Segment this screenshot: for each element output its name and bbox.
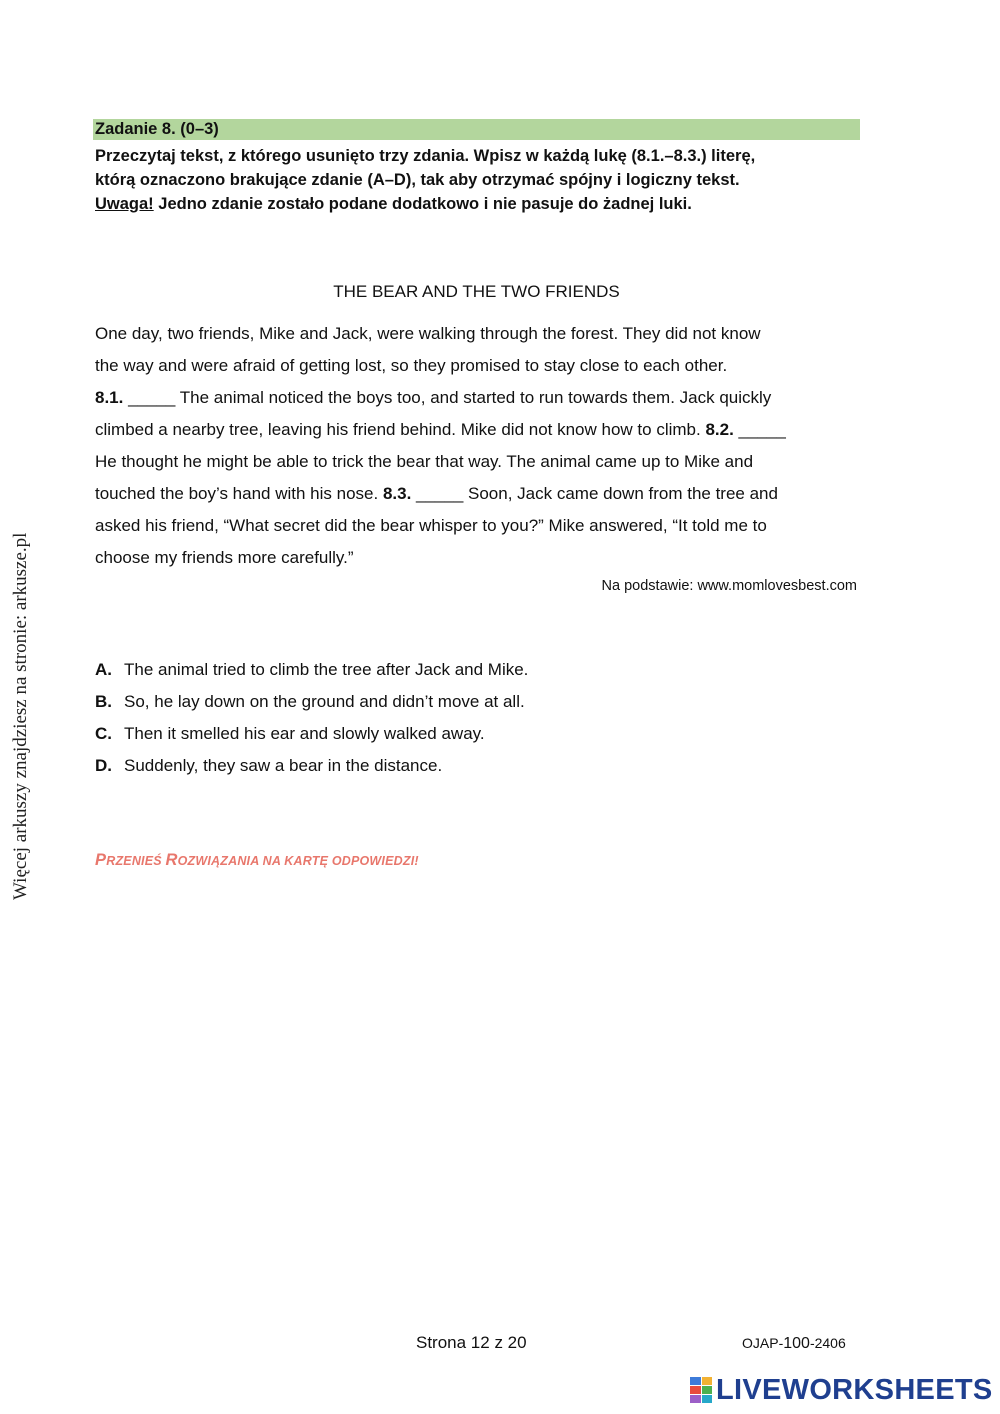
option-letter: D.: [95, 756, 112, 775]
transfer-cap: P: [95, 851, 107, 869]
option-d: [95, 750, 528, 782]
exam-code-number: 100: [783, 1335, 810, 1352]
story-line-text: touched the boy’s hand with his nose.: [95, 484, 383, 503]
liveworksheets-logo-text: LIVEWORKSHEETS: [716, 1373, 993, 1406]
story-text: [95, 318, 855, 574]
story-line: [95, 382, 855, 414]
option-b: [95, 686, 528, 718]
story-line: asked his friend, “What secret did the bear whisper to you?” Mike answered, “It told me to: [95, 516, 767, 535]
option-a: [95, 654, 528, 686]
liveworksheets-logo-icon: [690, 1377, 712, 1403]
transfer-smallcaps: OZWIĄZANIA NA KARTĘ ODPOWIEDZI!: [177, 854, 419, 868]
page-number: Strona 12 z 20: [416, 1333, 527, 1352]
option-letter: A.: [95, 660, 112, 679]
task-instructions: [95, 144, 865, 216]
transfer-smallcaps: RZENIEŚ: [106, 854, 166, 868]
option-text: So, he lay down on the ground and didn’t move at all.: [124, 692, 525, 711]
instruction-line-3-text: Jedno zdanie zostało podane dodatkowo i nie pasuje do żadnej luki.: [153, 195, 692, 213]
story-line: [95, 478, 855, 510]
option-c: [95, 718, 528, 750]
exam-code: [742, 1335, 846, 1353]
gap-8-3-line[interactable]: _____ Soon, Jack came down from the tree and: [411, 484, 778, 503]
story-line-text: climbed a nearby tree, leaving his friend behind. Mike did not know how to climb.: [95, 420, 706, 439]
option-text: Suddenly, they saw a bear in the distance.: [124, 756, 443, 775]
gap-8-2-blank[interactable]: _____: [733, 420, 786, 439]
instruction-line-1: Przeczytaj tekst, z którego usunięto trzy zdania. Wpisz w każdą lukę (8.1.–8.3.) literę,: [95, 147, 756, 165]
gap-8-2-label: 8.2.: [705, 420, 734, 439]
story-line: the way and were afraid of getting lost, so they promised to stay close to each other.: [95, 356, 728, 375]
task-header-title: Zadanie 8. (0–3): [95, 120, 219, 138]
transfer-cap: R: [165, 851, 178, 869]
source-citation: Na podstawie: www.momlovesbest.com: [601, 578, 857, 594]
option-text: Then it smelled his ear and slowly walked away.: [124, 724, 485, 743]
gap-8-1-label: 8.1.: [95, 388, 124, 407]
story-title: THE BEAR AND THE TWO FRIENDS: [333, 282, 620, 301]
uwaga-label: Uwaga!: [95, 195, 154, 213]
story-line: choose my friends more carefully.”: [95, 548, 354, 567]
instruction-line-2: którą oznaczono brakujące zdanie (A–D), tak aby otrzymać spójny i logiczny tekst.: [95, 171, 740, 189]
instruction-line-3: [95, 192, 865, 216]
exam-code-suffix: -2406: [809, 1335, 846, 1351]
story-line: One day, two friends, Mike and Jack, were walking through the forest. They did not know: [95, 324, 761, 343]
exam-code-prefix: OJAP-: [742, 1335, 784, 1351]
task-header-bar: [93, 119, 860, 140]
side-watermark-text: Więcej arkuszy znajdziesz na stronie: arkusze.pl: [10, 532, 31, 900]
gap-8-3-label: 8.3.: [382, 484, 412, 503]
transfer-answers-note: [95, 851, 419, 870]
story-line: He thought he might be able to trick the bear that way. The animal came up to Mike and: [95, 452, 754, 471]
option-letter: B.: [95, 692, 112, 711]
liveworksheets-logo[interactable]: [690, 1372, 993, 1408]
gap-8-1-line[interactable]: _____ The animal noticed the boys too, and started to run towards them. Jack quickly: [123, 388, 772, 407]
story-line: [95, 414, 855, 446]
option-letter: C.: [95, 724, 112, 743]
answer-options: [95, 654, 528, 782]
option-text: The animal tried to climb the tree after Jack and Mike.: [124, 660, 529, 679]
